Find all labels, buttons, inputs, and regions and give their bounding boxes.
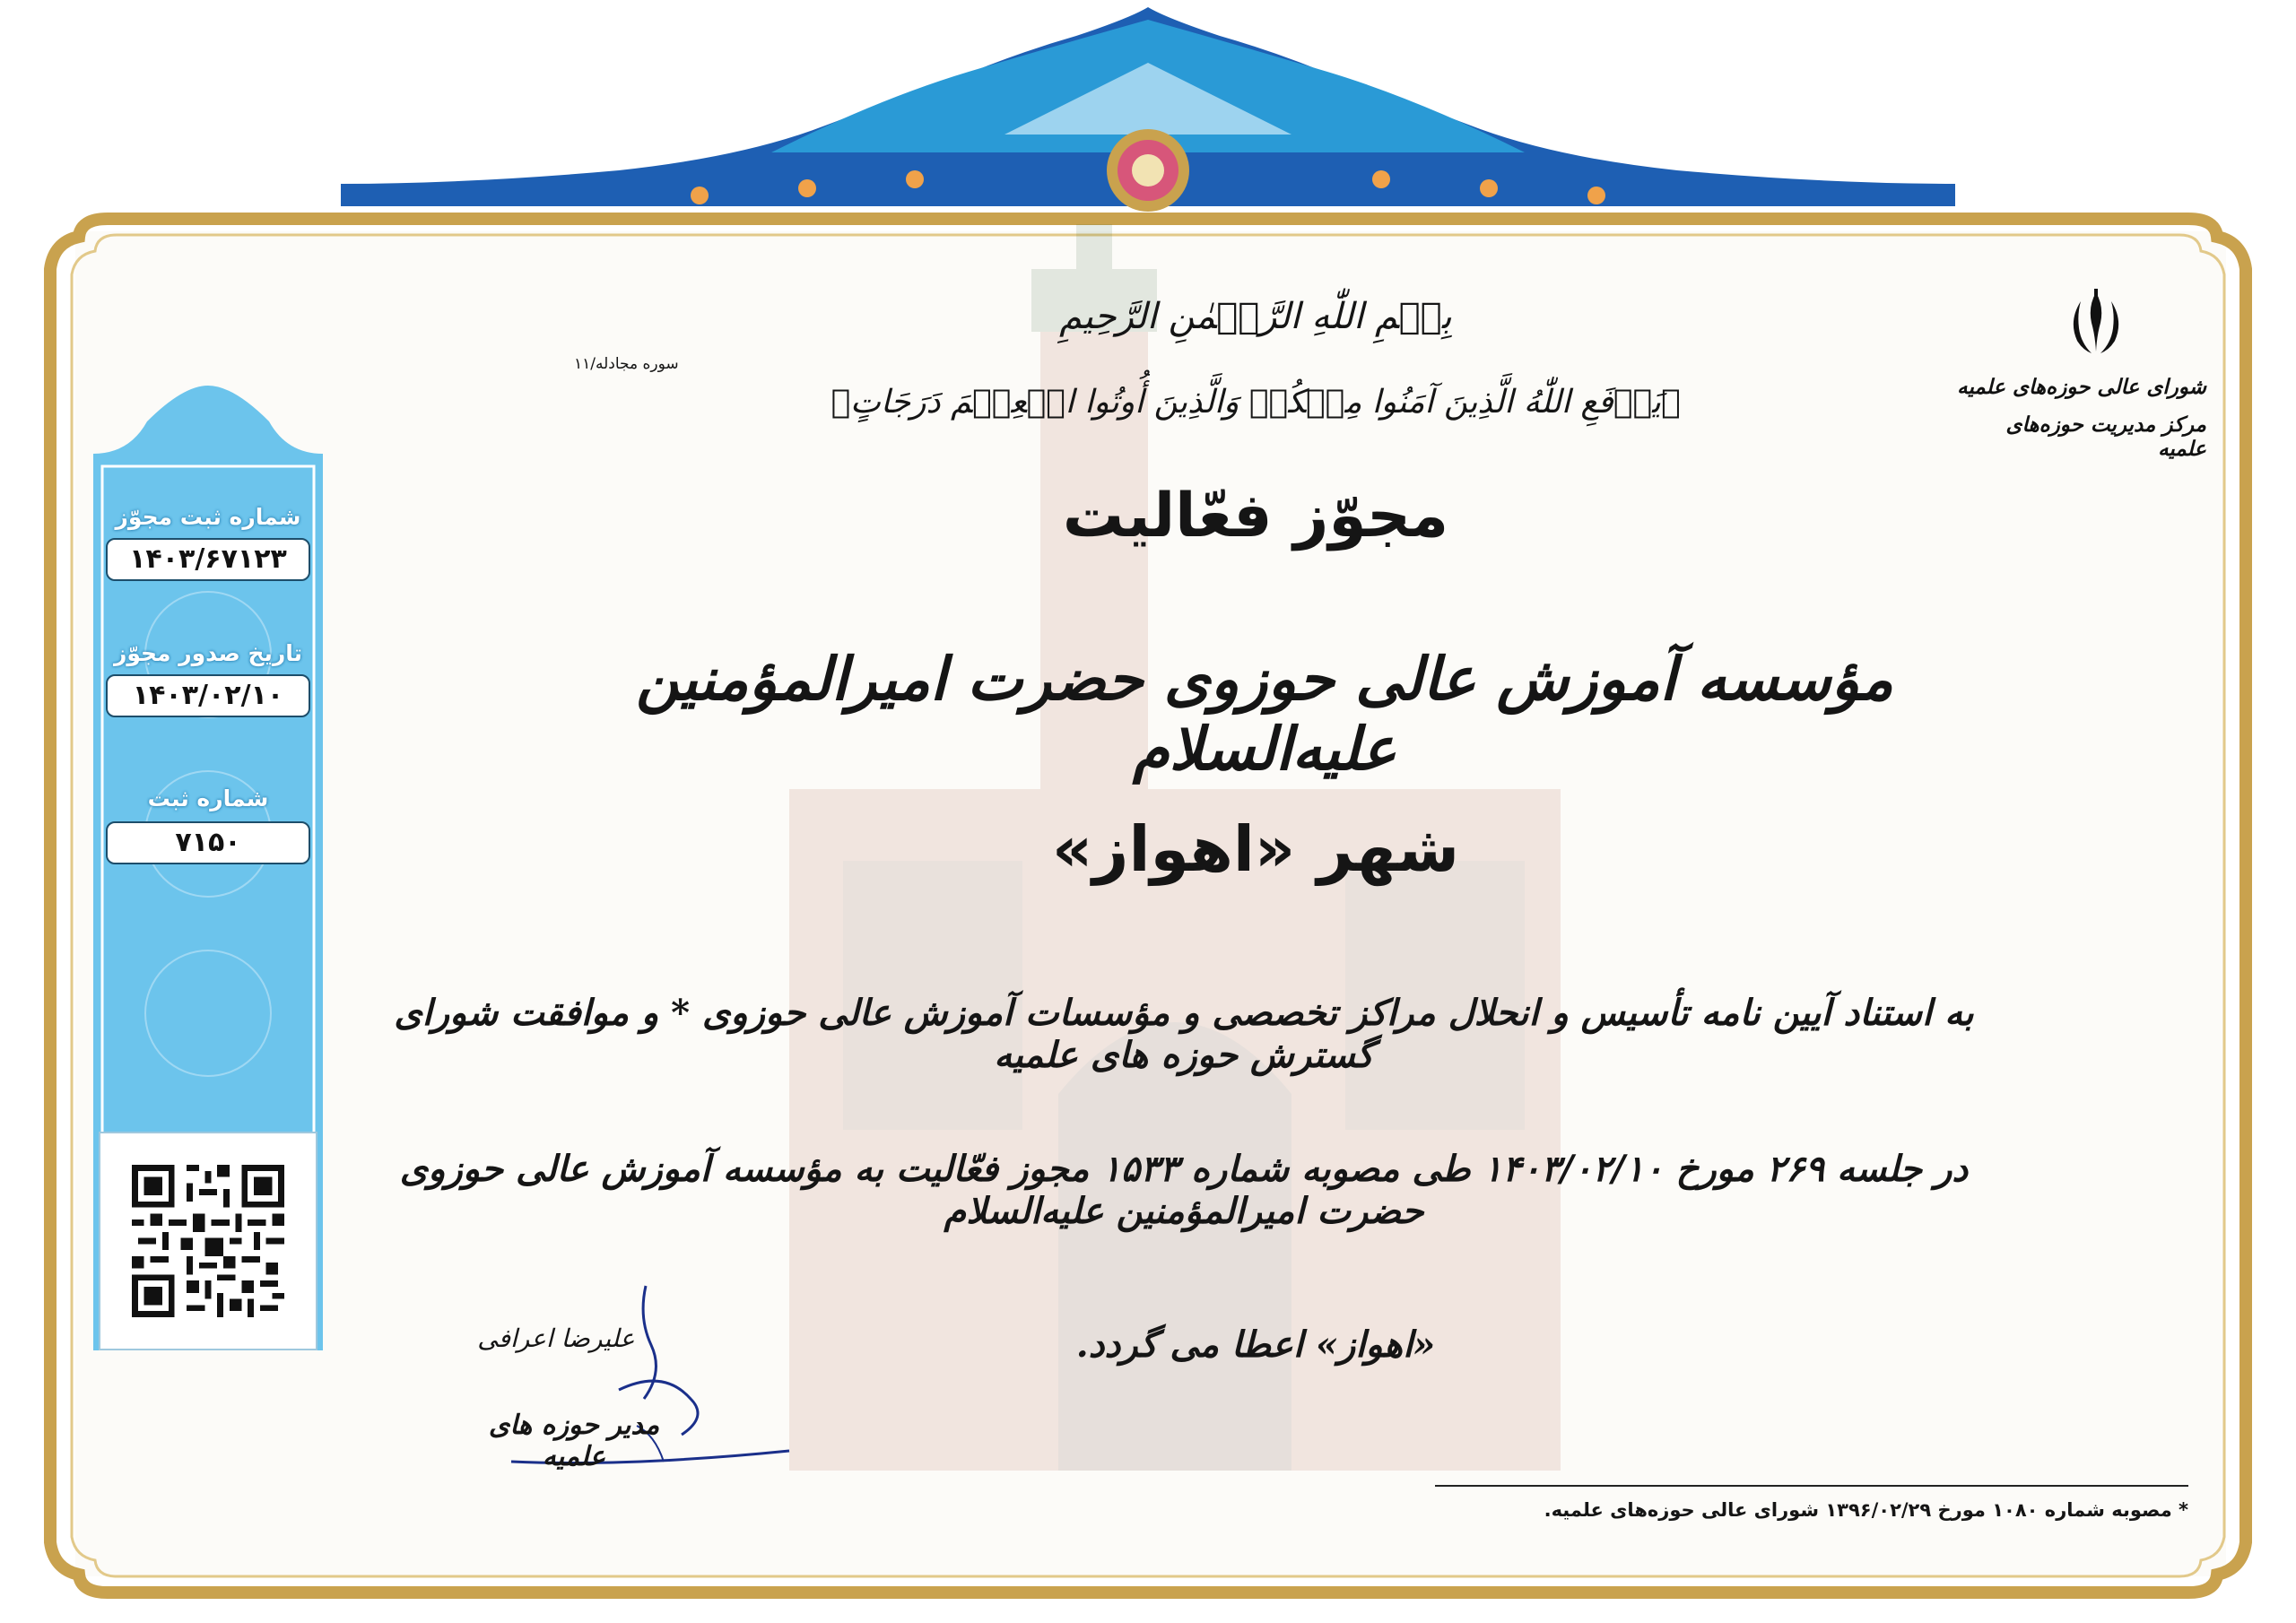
license-number-value: ۱۴۰۳/۶۷۱۲۳ (106, 538, 310, 581)
quran-verse: ﴿يَرۡفَعِ اللّٰهُ الَّذِينَ آمَنُوا مِنۡكُمۡ وَالَّذِينَ أُوتُوا الۡعِلۡمَ دَرَجَاتٍ﴾ (831, 384, 1681, 421)
qr-code-card (99, 1132, 317, 1350)
issue-date-label: تاریخ صدور مجوّز (113, 640, 303, 666)
emblem-icon (2056, 289, 2136, 360)
issuer-logo-block (1955, 303, 2206, 482)
qr-code-icon (132, 1165, 284, 1317)
header-ornament (323, 0, 1973, 224)
registration-number-value: ۷۱۵۰ (106, 821, 310, 864)
license-number-label: شماره ثبت مجوّز (115, 504, 301, 530)
surah-reference: سوره مجادله/۱۱ (574, 355, 679, 373)
issue-date-value: ۱۴۰۳/۰۲/۱۰ (106, 674, 310, 717)
body-line-3: «اهواز» اعطا می گردد. (1075, 1324, 1436, 1366)
certificate-title: مجوّز فعّالیت (1062, 481, 1449, 551)
registration-number-label: شماره ثبت (147, 785, 269, 812)
issuer-center-name: مرکز مدیریت حوزه‌های علمیه (2005, 412, 2206, 461)
body-line-2: در جلسه ۲۶۹ مورخ ۱۴۰۳/۰۲/۱۰ طی مصوبه شماره ۱۵۳۳ مجوز فعّالیت به مؤسسه آموزش عالی حوزوی حضرت امیرالمؤمنین علیه‌السلام (399, 1148, 1969, 1232)
footnote-rule (1435, 1485, 2188, 1487)
city-name: شهر «اهواز» (1051, 812, 1460, 886)
body-line-1: به استناد آیین نامه تأسیس و انحلال مراکز تخصصی و مؤسسات آموزش عالی حوزوی * و موافقت شورای گسترش حوزه های علمیه (394, 992, 1974, 1076)
signatory-role: مدیر حوزه های علمیه (488, 1410, 660, 1472)
issuer-council-name: شورای عالی حوزه‌های علمیه (1957, 375, 2206, 399)
footnote: * مصوبه شماره ۱۰۸۰ مورخ ۱۳۹۶/۰۲/۲۹ شورای عالی حوزه‌های علمیه. (1544, 1499, 2188, 1521)
bismillah: بِسۡمِ اللّٰهِ الرَّحۡمٰنِ الرَّحِيمِ (1059, 296, 1452, 337)
institute-name: مؤسسه آموزش عالی حوزوی حضرت امیرالمؤمنین علیه‌السلام (636, 644, 1893, 784)
signatory-name: علیرضا اعرافی (477, 1324, 635, 1353)
license-info-panel (93, 454, 323, 1350)
